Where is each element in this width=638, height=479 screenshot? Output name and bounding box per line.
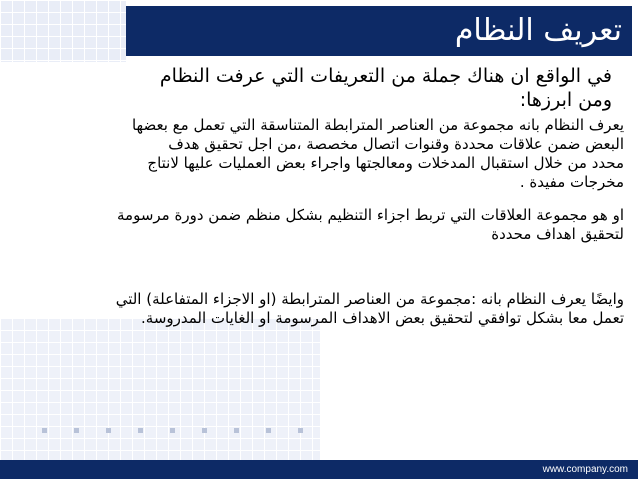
paragraph-line: وايضًا يعرف النظام بانه :مجموعة من العناصر المترابطة (او الاجزاء المتفاعلة) التي bbox=[115, 290, 624, 308]
paragraph-line: مخرجات مفيدة . bbox=[519, 173, 624, 191]
dot bbox=[266, 428, 271, 433]
paragraph-line: محدد من خلال استقبال المدخلات ومعالجتها واجراء بعض العمليات عليها لانتاج bbox=[147, 154, 624, 172]
intro-text bbox=[92, 64, 612, 112]
definition-paragraph-2 bbox=[24, 206, 624, 244]
dot bbox=[74, 428, 79, 433]
definition-paragraph-1 bbox=[24, 116, 624, 192]
footer-url: www.company.com bbox=[542, 464, 628, 475]
slide-title: تعريف النظام bbox=[454, 13, 622, 48]
dot bbox=[234, 428, 239, 433]
definition-paragraph-3 bbox=[24, 290, 624, 328]
intro-line: ومن ابرزها: bbox=[519, 89, 612, 111]
intro-line: في الواقع ان هناك جملة من التعريفات التي عرفت النظام bbox=[159, 65, 612, 87]
dot bbox=[42, 428, 47, 433]
paragraph-line: يعرف النظام بانه مجموعة من العناصر المترابطة المتناسقة التي تعمل مع بعضها bbox=[131, 116, 624, 134]
dot bbox=[138, 428, 143, 433]
dot bbox=[202, 428, 207, 433]
grid-decoration bbox=[0, 318, 320, 460]
footer-bar bbox=[0, 460, 638, 479]
paragraph-line: او هو مجموعة العلاقات التي تربط اجزاء التنظيم بشكل منظم ضمن دورة مرسومة bbox=[117, 206, 624, 224]
title-bar bbox=[126, 6, 632, 56]
dot-row-decoration bbox=[0, 428, 320, 436]
paragraph-line: تعمل معا بشكل توافقي لتحقيق بعض الاهداف المرسومة او الغايات المدروسة. bbox=[141, 309, 624, 327]
dot bbox=[298, 428, 303, 433]
paragraph-line: لتحقيق اهداف محددة bbox=[491, 225, 624, 243]
dot bbox=[106, 428, 111, 433]
corner-grid-decoration bbox=[0, 0, 126, 62]
paragraph-line: البعض ضمن علاقات محددة وقنوات اتصال مخصصة ،من اجل تحقيق هدف bbox=[168, 135, 624, 153]
dot bbox=[170, 428, 175, 433]
